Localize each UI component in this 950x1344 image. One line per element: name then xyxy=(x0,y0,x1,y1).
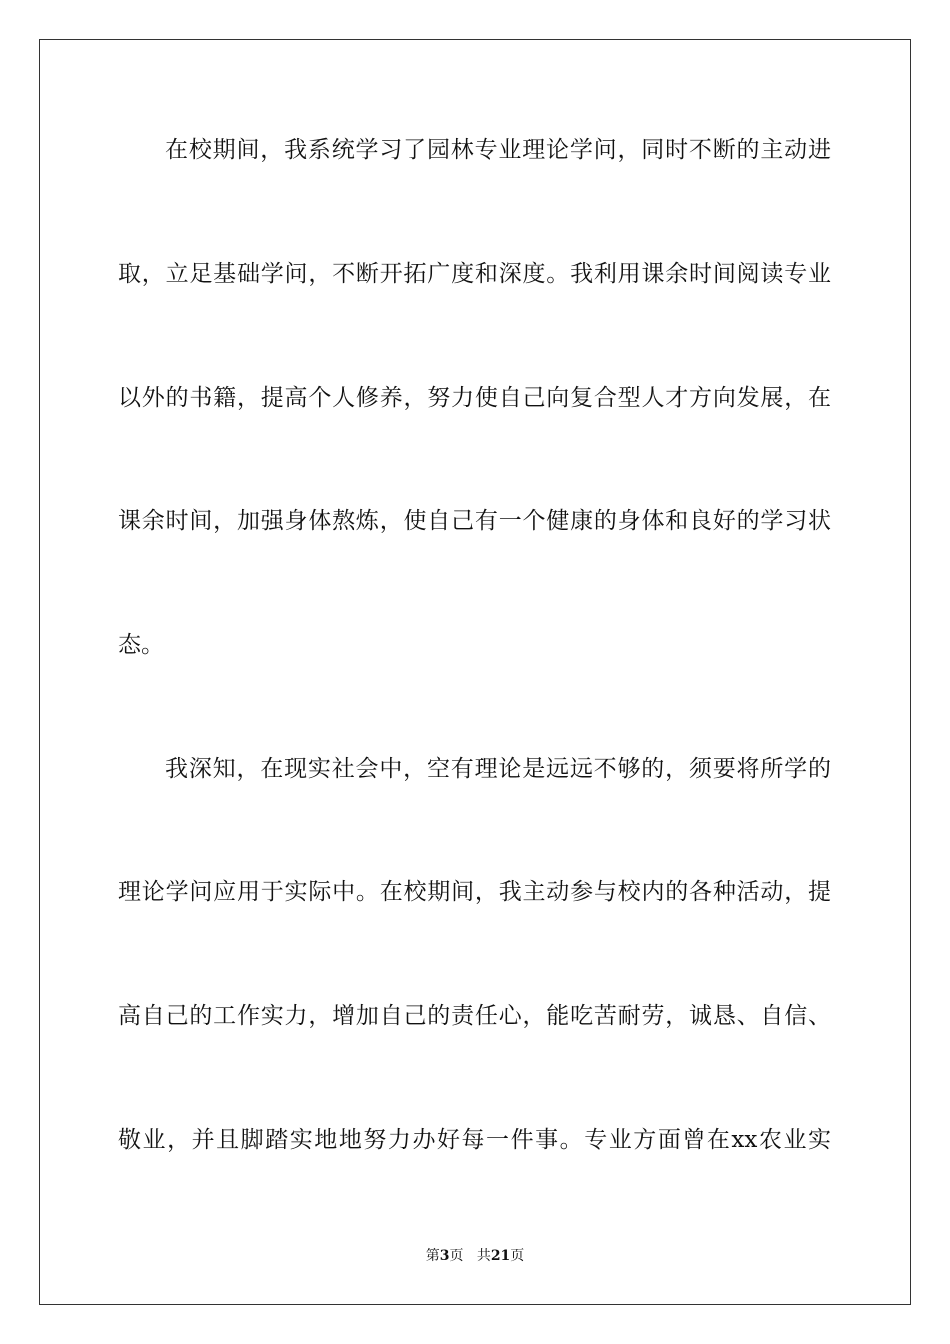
page-frame xyxy=(39,39,911,1305)
total-suffix: 页 xyxy=(510,1248,525,1264)
page-suffix: 页 xyxy=(449,1248,464,1264)
page-footer xyxy=(0,1246,950,1266)
paragraph-2-line-3: 高自己的工作实力，增加自己的责任心，能吃苦耐劳，诚恳、自信、 xyxy=(118,1003,831,1029)
paragraph-2-line-4: 敬业，并且脚踏实地地努力办好每一件事。专业方面曾在xx农业实 xyxy=(118,1127,831,1153)
page-current-number: 3 xyxy=(439,1248,450,1264)
paragraph-1-line-2: 取，立足基础学问，不断开拓广度和深度。我利用课余时间阅读专业 xyxy=(118,261,831,287)
paragraph-1-line-1: 在校期间，我系统学习了园林专业理论学问，同时不断的主动进 xyxy=(165,137,831,163)
page-total-number: 21 xyxy=(490,1248,511,1264)
paragraph-1-line-4: 课余时间，加强身体熬炼，使自己有一个健康的身体和良好的学习状 xyxy=(118,508,831,534)
paragraph-2-line-2: 理论学问应用于实际中。在校期间，我主动参与校内的各种活动，提 xyxy=(118,879,831,905)
paragraph-1-line-3: 以外的书籍，提高个人修养，努力使自己向复合型人才方向发展，在 xyxy=(118,385,831,411)
total-prefix: 共 xyxy=(476,1248,491,1264)
paragraph-1-line-5: 态。 xyxy=(118,632,164,658)
paragraph-2-line-1: 我深知，在现实社会中，空有理论是远远不够的，须要将所学的 xyxy=(165,756,831,782)
page-prefix: 第 xyxy=(425,1248,440,1264)
